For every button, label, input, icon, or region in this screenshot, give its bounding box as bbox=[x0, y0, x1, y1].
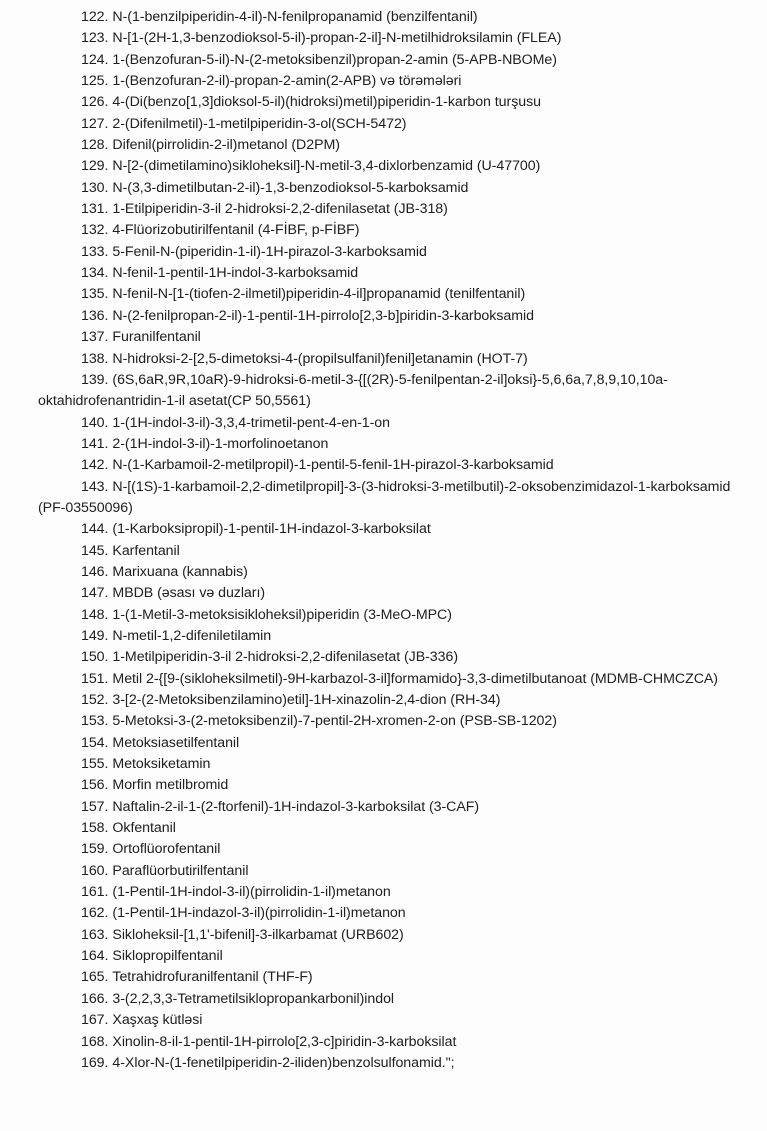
item-text: 1-(Benzofuran-5-il)-N-(2-metoksibenzil)propan-2-amin (5-APB-NBOMe) bbox=[112, 51, 557, 68]
item-text: N-fenil-1-pentil-1H-indol-3-karboksamid bbox=[112, 265, 359, 282]
item-number: 137. bbox=[81, 329, 109, 346]
item-text: 3-[2-(2-Metoksibenzilamino)etil]-1H-xinazolin-2,4-dion (RH-34) bbox=[112, 692, 501, 708]
item-number: 154. bbox=[81, 734, 109, 751]
list-item bbox=[38, 797, 738, 818]
item-text: 1-(Benzofuran-2-il)-propan-2-amin(2-APB) və törəmələri bbox=[112, 73, 462, 90]
list-item bbox=[38, 541, 738, 562]
item-text: Morfin metilbromid bbox=[112, 777, 229, 794]
list-item bbox=[38, 370, 738, 413]
item-text: Furanilfentanil bbox=[112, 329, 201, 346]
item-text: Paraflüorbutirilfentanil bbox=[112, 862, 249, 879]
list-item bbox=[38, 455, 738, 476]
list-item bbox=[38, 818, 738, 839]
list-item bbox=[38, 861, 738, 882]
item-text: 3-(2,2,3,3-Tetrametilsiklopropankarbonil)indol bbox=[112, 990, 395, 1007]
item-text: Karfentanil bbox=[112, 542, 180, 559]
list-item bbox=[38, 71, 738, 92]
item-text: N-(2-fenilpropan-2-il)-1-pentil-1H-pirrolo[2,3-b]piridin-3-karboksamid bbox=[112, 307, 534, 324]
list-item bbox=[38, 306, 738, 327]
item-text: 4-(Di(benzo[1,3]dioksol-5-il)(hidroksi)metil)piperidin-1-karbon turşusu bbox=[112, 94, 541, 111]
list-item bbox=[38, 733, 738, 754]
item-number: 140. bbox=[81, 414, 109, 431]
item-number: 169. bbox=[81, 1054, 109, 1071]
list-item bbox=[38, 967, 738, 988]
item-text: Metoksiketamin bbox=[112, 756, 211, 773]
list-item bbox=[38, 28, 738, 49]
item-number: 161. bbox=[81, 884, 109, 901]
item-text: N-hidroksi-2-[2,5-dimetoksi-4-(propilsulfanil)fenil]etanamin (HOT-7) bbox=[112, 350, 528, 367]
substance-list bbox=[38, 7, 738, 1074]
item-text: 1-Etilpiperidin-3-il 2-hidroksi-2,2-difenilasetat (JB-318) bbox=[112, 201, 448, 218]
list-item bbox=[38, 903, 738, 924]
item-number: 155. bbox=[81, 756, 109, 773]
item-number: 156. bbox=[81, 777, 109, 794]
list-item bbox=[38, 946, 738, 967]
item-number: 151. bbox=[81, 670, 109, 687]
list-item bbox=[38, 882, 738, 903]
item-number: 134. bbox=[81, 265, 109, 282]
item-number: 162. bbox=[81, 905, 109, 922]
item-text: (1-Pentil-1H-indazol-3-il)(pirrolidin-1-il)metanon bbox=[112, 905, 406, 922]
list-item bbox=[38, 349, 738, 370]
list-item bbox=[38, 925, 738, 946]
item-number: 160. bbox=[81, 862, 109, 879]
item-number: 123. bbox=[81, 30, 109, 47]
list-item bbox=[38, 156, 738, 177]
list-item bbox=[38, 690, 738, 711]
item-number: 133. bbox=[81, 243, 109, 260]
item-number: 168. bbox=[81, 1033, 109, 1050]
item-text: Marixuana (kannabis) bbox=[112, 563, 248, 580]
list-item bbox=[38, 583, 738, 604]
list-item bbox=[38, 434, 738, 455]
item-text: Ortoflüorofentanil bbox=[112, 841, 221, 858]
item-number: 144. bbox=[81, 521, 109, 538]
item-number: 164. bbox=[81, 948, 109, 965]
item-number: 127. bbox=[81, 115, 109, 132]
item-text: 2-(Difenilmetil)-1-metilpiperidin-3-ol(SCH-5472) bbox=[112, 115, 407, 132]
item-text: MBDB (əsası və duzları) bbox=[112, 585, 266, 602]
item-text: N-[2-(dimetilamino)sikloheksil]-N-metil-3,4-dixlorbenzamid (U-47700) bbox=[112, 158, 541, 175]
list-item bbox=[38, 839, 738, 860]
item-text: Difenil(pirrolidin-2-il)metanol (D2PM) bbox=[112, 137, 340, 154]
list-item bbox=[38, 220, 738, 241]
item-text: Okfentanil bbox=[112, 820, 176, 837]
item-text: N-(3,3-dimetilbutan-2-il)-1,3-benzodioksol-5-karboksamid bbox=[112, 179, 469, 196]
list-item bbox=[38, 754, 738, 775]
list-item bbox=[38, 1053, 738, 1074]
list-item bbox=[38, 242, 738, 263]
item-text: (6S,6aR,9R,10aR)-9-hidroksi-6-metil-3-{[(2R)-5-fenilpentan-2-il]oksi}-5,6,6a,7,8,9,10,10a-oktahidrofenantridin-1-il asetat(CP 50,5561) bbox=[38, 371, 668, 410]
item-number: 163. bbox=[81, 926, 109, 943]
list-item bbox=[38, 284, 738, 305]
item-text: N-metil-1,2-difeniletilamin bbox=[112, 627, 272, 644]
item-number: 157. bbox=[81, 798, 109, 815]
item-number: 150. bbox=[81, 649, 109, 666]
item-text: 1-(1-Metil-3-metoksisikloheksil)piperidin (3-MeO-MPC) bbox=[112, 606, 452, 623]
list-item bbox=[38, 114, 738, 135]
list-item bbox=[38, 263, 738, 284]
item-text: N-fenil-N-[1-(tiofen-2-ilmetil)piperidin-4-il]propanamid (tenilfentanil) bbox=[112, 286, 526, 303]
item-number: 129. bbox=[81, 158, 109, 175]
item-number: 141. bbox=[81, 435, 109, 452]
list-item bbox=[38, 1032, 738, 1053]
item-text: 2-(1H-indol-3-il)-1-morfolinoetanon bbox=[112, 435, 329, 452]
item-text: 4-Flüorizobutirilfentanil (4-FİBF, p-FİBF) bbox=[112, 222, 360, 239]
item-number: 125. bbox=[81, 73, 109, 90]
item-text: 4-Xlor-N-(1-fenetilpiperidin-2-iliden)benzolsulfonamid."; bbox=[112, 1054, 455, 1071]
item-text: Xinolin-8-il-1-pentil-1H-pirrolo[2,3-c]piridin-3-karboksilat bbox=[112, 1033, 457, 1050]
list-item bbox=[38, 413, 738, 434]
item-text: (1-Pentil-1H-indol-3-il)(pirrolidin-1-il)metanon bbox=[112, 884, 391, 901]
list-item bbox=[38, 50, 738, 71]
item-number: 128. bbox=[81, 137, 109, 154]
item-number: 135. bbox=[81, 286, 109, 303]
list-item bbox=[38, 989, 738, 1010]
item-number: 143. bbox=[81, 478, 109, 495]
item-number: 166. bbox=[81, 990, 109, 1007]
list-item bbox=[38, 711, 738, 732]
item-number: 159. bbox=[81, 841, 109, 858]
list-item bbox=[38, 562, 738, 583]
item-number: 131. bbox=[81, 201, 109, 218]
item-text: (1-Karboksipropil)-1-pentil-1H-indazol-3-karboksilat bbox=[112, 521, 431, 538]
item-number: 126. bbox=[81, 94, 109, 111]
item-text: N-(1-benzilpiperidin-4-il)-N-fenilpropanamid (benzilfentanil) bbox=[112, 9, 478, 25]
item-number: 152. bbox=[81, 692, 109, 708]
item-number: 153. bbox=[81, 713, 109, 730]
item-number: 138. bbox=[81, 350, 109, 367]
item-number: 122. bbox=[81, 9, 109, 25]
item-text: Metil 2-{[9-(sikloheksilmetil)-9H-karbazol-3-il]formamido}-3,3-dimetilbutanoat (MDMB-CHMCZCA) bbox=[112, 670, 718, 687]
list-item bbox=[38, 626, 738, 647]
item-text: Tetrahidrofuranilfentanil (THF-F) bbox=[112, 969, 313, 986]
item-number: 132. bbox=[81, 222, 109, 239]
item-number: 145. bbox=[81, 542, 109, 559]
item-text: Metoksiasetilfentanil bbox=[112, 734, 240, 751]
item-text: N-[1-(2H-1,3-benzodioksol-5-il)-propan-2-il]-N-metilhidroksilamin (FLEA) bbox=[112, 30, 562, 47]
item-number: 130. bbox=[81, 179, 109, 196]
item-number: 158. bbox=[81, 820, 109, 837]
list-item bbox=[38, 199, 738, 220]
item-number: 146. bbox=[81, 563, 109, 580]
item-text: Siklopropilfentanil bbox=[112, 948, 223, 965]
item-number: 167. bbox=[81, 1012, 109, 1029]
list-item bbox=[38, 92, 738, 113]
item-number: 148. bbox=[81, 606, 109, 623]
list-item bbox=[38, 7, 738, 28]
list-item bbox=[38, 775, 738, 796]
list-item bbox=[38, 477, 738, 520]
item-number: 165. bbox=[81, 969, 109, 986]
list-item bbox=[38, 669, 738, 690]
item-number: 136. bbox=[81, 307, 109, 324]
list-item bbox=[38, 647, 738, 668]
item-number: 149. bbox=[81, 627, 109, 644]
list-item bbox=[38, 519, 738, 540]
item-number: 124. bbox=[81, 51, 109, 68]
list-item bbox=[38, 327, 738, 348]
item-text: N-(1-Karbamoil-2-metilpropil)-1-pentil-5-fenil-1H-pirazol-3-karboksamid bbox=[112, 457, 554, 474]
list-item bbox=[38, 135, 738, 156]
item-text: N-[(1S)-1-karbamoil-2,2-dimetilpropil]-3-(3-hidroksi-3-metilbutil)-2-oksobenzimidazol-1-karboksamid (PF-03550096) bbox=[38, 478, 731, 516]
item-number: 142. bbox=[81, 457, 109, 474]
item-text: 5-Fenil-N-(piperidin-1-il)-1H-pirazol-3-karboksamid bbox=[112, 243, 427, 260]
list-item bbox=[38, 178, 738, 199]
list-item bbox=[38, 605, 738, 626]
item-text: 1-(1H-indol-3-il)-3,3,4-trimetil-pent-4-en-1-on bbox=[112, 414, 390, 431]
item-text: Naftalin-2-il-1-(2-ftorfenil)-1H-indazol-3-karboksilat (3-CAF) bbox=[112, 798, 480, 815]
item-text: 5-Metoksi-3-(2-metoksibenzil)-7-pentil-2H-xromen-2-on (PSB-SB-1202) bbox=[112, 713, 557, 730]
item-text: Xaşxaş kütləsi bbox=[112, 1012, 203, 1029]
item-text: 1-Metilpiperidin-3-il 2-hidroksi-2,2-difenilasetat (JB-336) bbox=[112, 649, 458, 666]
list-item bbox=[38, 1010, 738, 1031]
item-text: Sikloheksil-[1,1'-bifenil]-3-ilkarbamat (URB602) bbox=[112, 926, 404, 943]
item-number: 139. bbox=[81, 371, 109, 388]
item-number: 147. bbox=[81, 585, 109, 602]
